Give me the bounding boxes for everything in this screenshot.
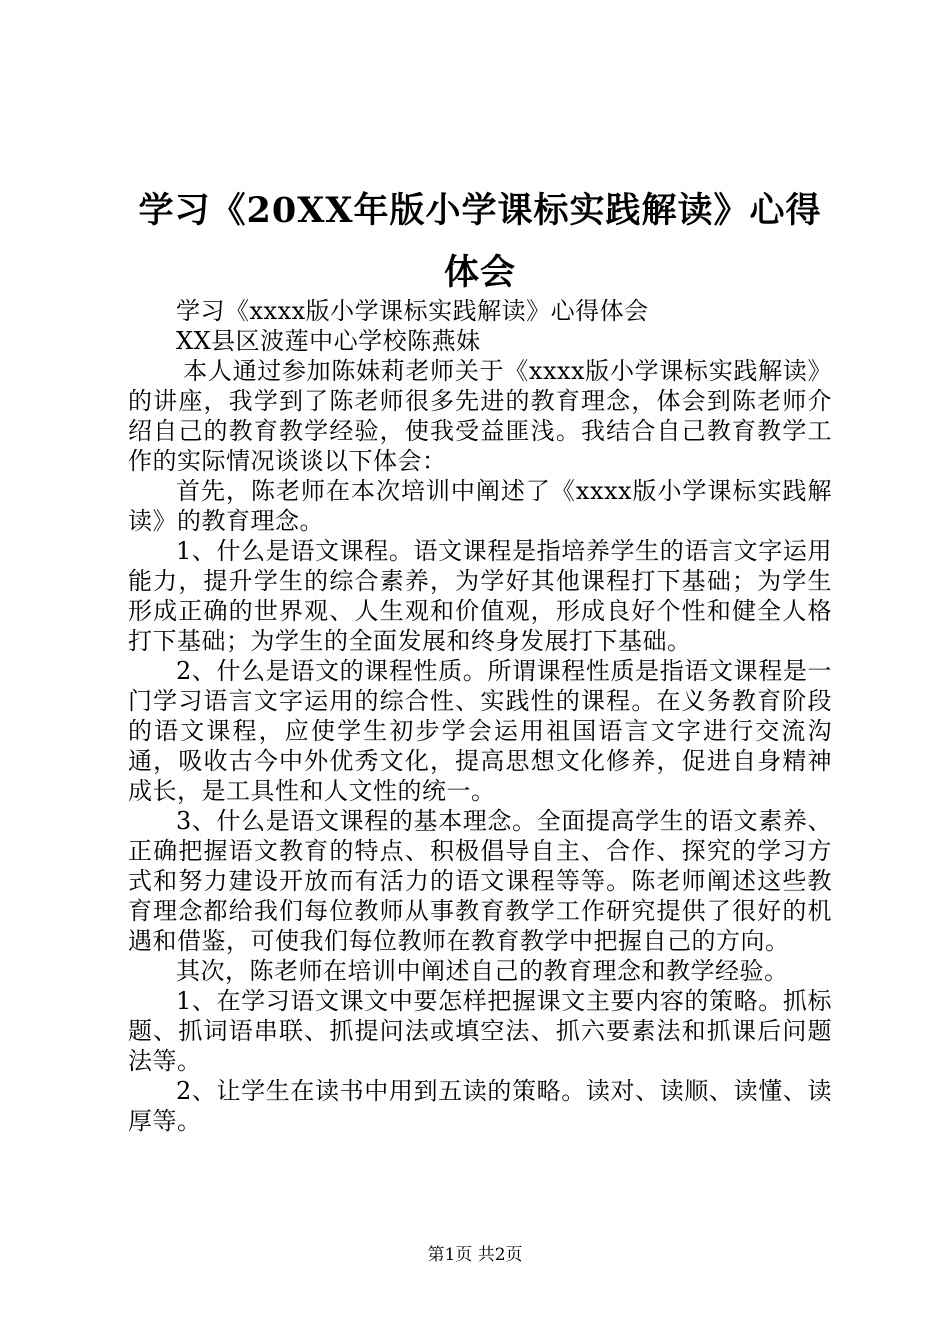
paragraph-point-3: 3、什么是语文课程的基本理念。全面提高学生的语文素养、正确把握语文教育的特点、积极倡导自主、合作、探究的学习方式和努力建设开放而有活力的语文课程等等。陈老师阐述这些教育理念都给我们每位教师从事教育教学工作研究提供了很好的机遇和借鉴，可使我们每位教师在教育教学中把握自己的方向。 (128, 807, 832, 955)
paragraph-first: 首先，陈老师在本次培训中阐述了《xxxx版小学课标实践解读》的教育理念。 (128, 477, 832, 535)
paragraph-strategy-2: 2、让学生在读书中用到五读的策略。读对、读顺、读懂、读厚等。 (128, 1077, 832, 1135)
paragraph-author: XX县区波莲中心学校陈燕妹 (176, 327, 481, 355)
page-indicator: 第1页 共2页 (427, 1245, 523, 1265)
paragraph-second: 其次，陈老师在培训中阐述自己的教育理念和教学经验。 (176, 957, 789, 985)
document-body (128, 296, 832, 1136)
paragraph-point-1: 1、什么是语文课程。语文课程是指培养学生的语言文字运用能力，提升学生的综合素养，为学好其他课程打下基础；为学生形成正确的世界观、人生观和价值观，形成良好个性和健全人格打下基础；为学生的全面发展和终身发展打下基础。 (128, 537, 832, 655)
paragraph-intro: 本人通过参加陈妹莉老师关于《xxxx版小学课标实践解读》的讲座，我学到了陈老师很多先进的教育理念，体会到陈老师介绍自己的教育教学经验，使我受益匪浅。我结合自己教育教学工作的实际情况谈谈以下体会： (128, 357, 832, 475)
paragraph-point-2: 2、什么是语文的课程性质。所谓课程性质是指语文课程是一门学习语言文字运用的综合性、实践性的课程。在义务教育阶段的语文课程，应使学生初步学会运用祖国语言文字进行交流沟通，吸收古今中外优秀文化，提高思想文化修养，促进自身精神成长，是工具性和人文性的统一。 (128, 657, 832, 805)
paragraph-strategy-1: 1、在学习语文课文中要怎样把握课文主要内容的策略。抓标题、抓词语串联、抓提问法或填空法、抓六要素法和抓课后问题法等。 (128, 987, 832, 1075)
paragraph-subtitle: 学习《xxxx版小学课标实践解读》心得体会 (176, 297, 649, 325)
document-title: 学习《20XX年版小学课标实践解读》心得体会 (138, 190, 822, 293)
